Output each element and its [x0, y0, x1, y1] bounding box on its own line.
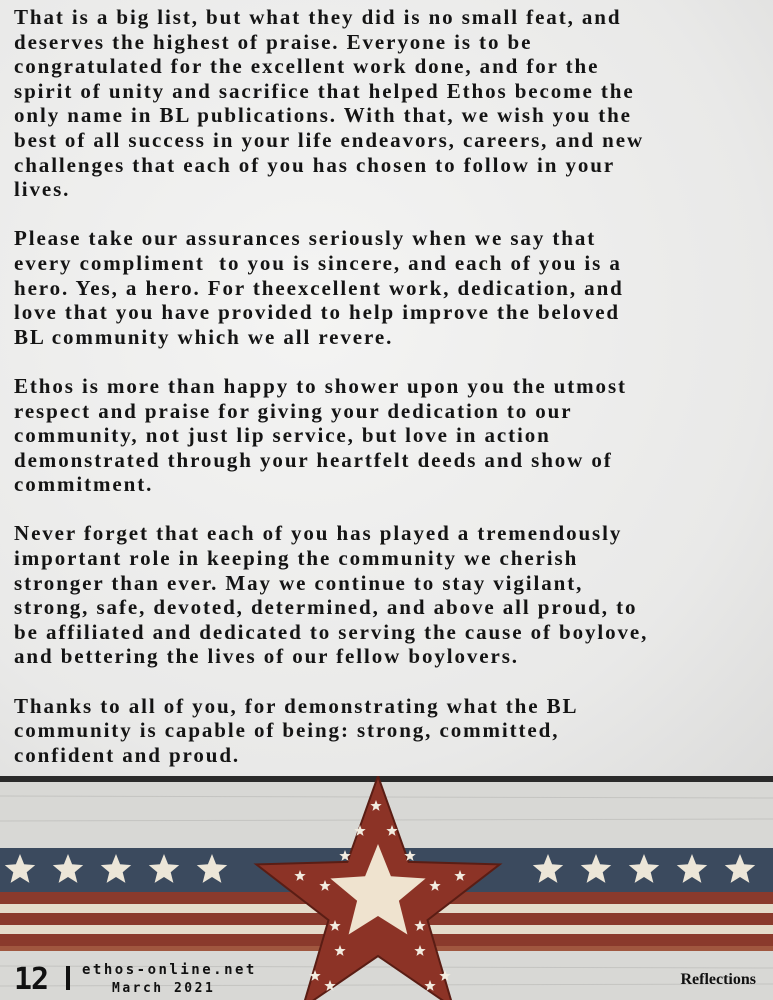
text-line: hero. Yes, a hero. For theexcellent work, dedication, and	[14, 275, 624, 300]
text-line: commitment.	[14, 472, 154, 497]
text-line: That is a big list, but what they did is no small feat, and	[14, 5, 622, 29]
text-line: every compliment to you is sincere, and each of you is a	[14, 250, 622, 275]
page-number: 12	[14, 962, 49, 997]
text-line: challenges that each of you has chosen to follow in your	[14, 152, 616, 177]
site-url: ethos-online.net	[82, 962, 257, 978]
text-line: and bettering the lives of our fellow boylovers.	[14, 644, 519, 669]
text-line: Ethos is more than happy to shower upon you the utmost	[14, 373, 627, 398]
paragraph	[14, 5, 648, 202]
text-line: congratulated for the excellent work done, and for the	[14, 54, 600, 79]
issue-date: March 2021	[112, 981, 216, 996]
text-line: only name in BL publications. With that, we wish you the	[14, 103, 632, 128]
text-line: deserves the highest of praise. Everyone is to be	[14, 29, 533, 54]
text-line: spirit of unity and sacrifice that helped Ethos become the	[14, 78, 635, 103]
text-line: strong, safe, devoted, determined, and above all proud, to	[14, 595, 638, 620]
paragraph	[14, 226, 648, 349]
text-line: confident and proud.	[14, 742, 241, 767]
text-line: best of all success in your life endeavors, careers, and new	[14, 127, 645, 152]
text-line: community, not just lip service, but love in action	[14, 423, 551, 448]
text-line: Please take our assurances seriously when we say that	[14, 226, 597, 251]
paragraph	[14, 374, 648, 497]
text-line: BL community which we all revere.	[14, 324, 394, 349]
text-line: love that you have provided to help improve the beloved	[14, 300, 620, 325]
text-line: lives.	[14, 177, 71, 202]
text-line: respect and praise for giving your dedication to our	[14, 398, 573, 423]
paragraph	[14, 694, 648, 768]
text-line: stronger than ever. May we continue to stay vigilant,	[14, 570, 584, 595]
article-body	[14, 5, 648, 792]
text-line: Never forget that each of you has played a tremendously	[14, 521, 623, 546]
text-line: community is capable of being: strong, committed,	[14, 718, 560, 743]
divider	[66, 966, 70, 990]
text-line: demonstrated through your heartfelt deeds and show of	[14, 447, 613, 472]
paragraph	[14, 521, 648, 669]
text-line: be affiliated and dedicated to serving the cause of boylove,	[14, 619, 649, 644]
text-line: important role in keeping the community we cherish	[14, 546, 579, 571]
text-line: Thanks to all of you, for demonstrating what the BL	[14, 693, 579, 718]
section-name: Reflections	[680, 971, 756, 988]
